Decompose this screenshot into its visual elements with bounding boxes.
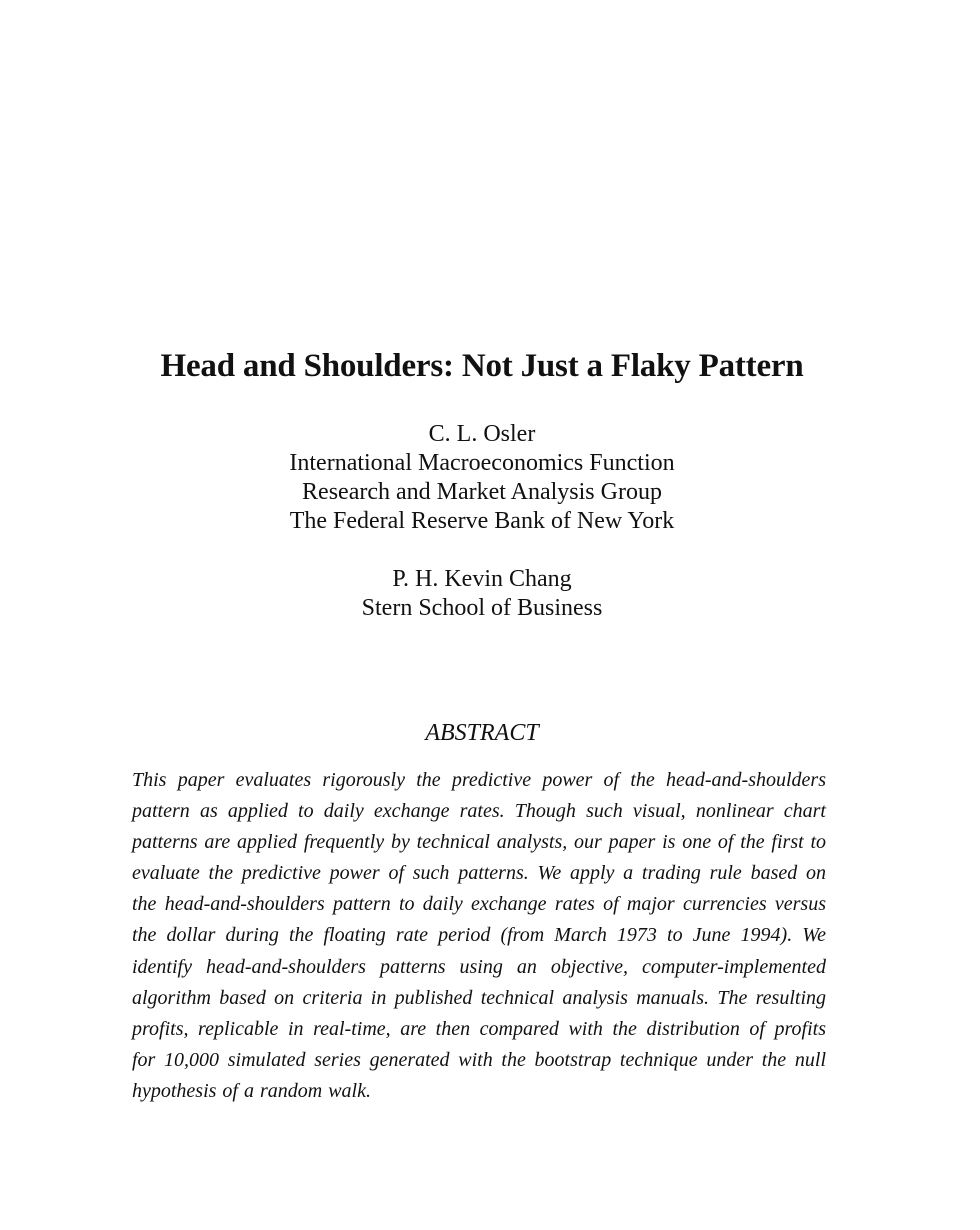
abstract-line: pattern as applied to daily exchange rates. Though such visual, nonlinear chart <box>132 800 826 823</box>
author-name: P. H. Kevin Chang <box>392 566 572 592</box>
abstract-line: patterns are applied frequently by technical analysts, our paper is one of the first to <box>132 831 826 854</box>
abstract-heading: ABSTRACT <box>425 720 539 746</box>
abstract-line: profits, replicable in real-time, are then compared with the distribution of profits <box>132 1017 826 1040</box>
author-block-chang <box>0 565 964 623</box>
author-affiliation-line: Research and Market Analysis Group <box>302 479 662 505</box>
author-affiliation-line: Stern School of Business <box>361 595 603 621</box>
abstract-line: algorithm based on criteria in published technical analysis manuals. The resulting <box>132 986 826 1009</box>
abstract-line: identify head-and-shoulders patterns using an objective, computer-implemented <box>132 955 826 978</box>
abstract-line: evaluate the predictive power of such patterns. We apply a trading rule based on <box>132 862 826 885</box>
abstract-line: the dollar during the floating rate period (from March 1973 to June 1994). We <box>132 924 826 947</box>
abstract-line: This paper evaluates rigorously the predictive power of the head-and-shoulders <box>132 769 826 791</box>
author-affiliation-line: The Federal Reserve Bank of New York <box>289 508 675 534</box>
author-name: C. L. Osler <box>428 421 536 447</box>
abstract-line: hypothesis of a random walk. <box>132 1079 371 1102</box>
author-block-osler <box>0 420 964 536</box>
abstract-body <box>132 765 826 1107</box>
paper-title: Head and Shoulders: Not Just a Flaky Pattern <box>160 348 804 384</box>
author-affiliation-line: International Macroeconomics Function <box>289 450 675 476</box>
abstract-line: for 10,000 simulated series generated with the bootstrap technique under the null <box>132 1048 826 1071</box>
abstract-line: the head-and-shoulders pattern to daily exchange rates of major currencies versus <box>132 893 826 916</box>
